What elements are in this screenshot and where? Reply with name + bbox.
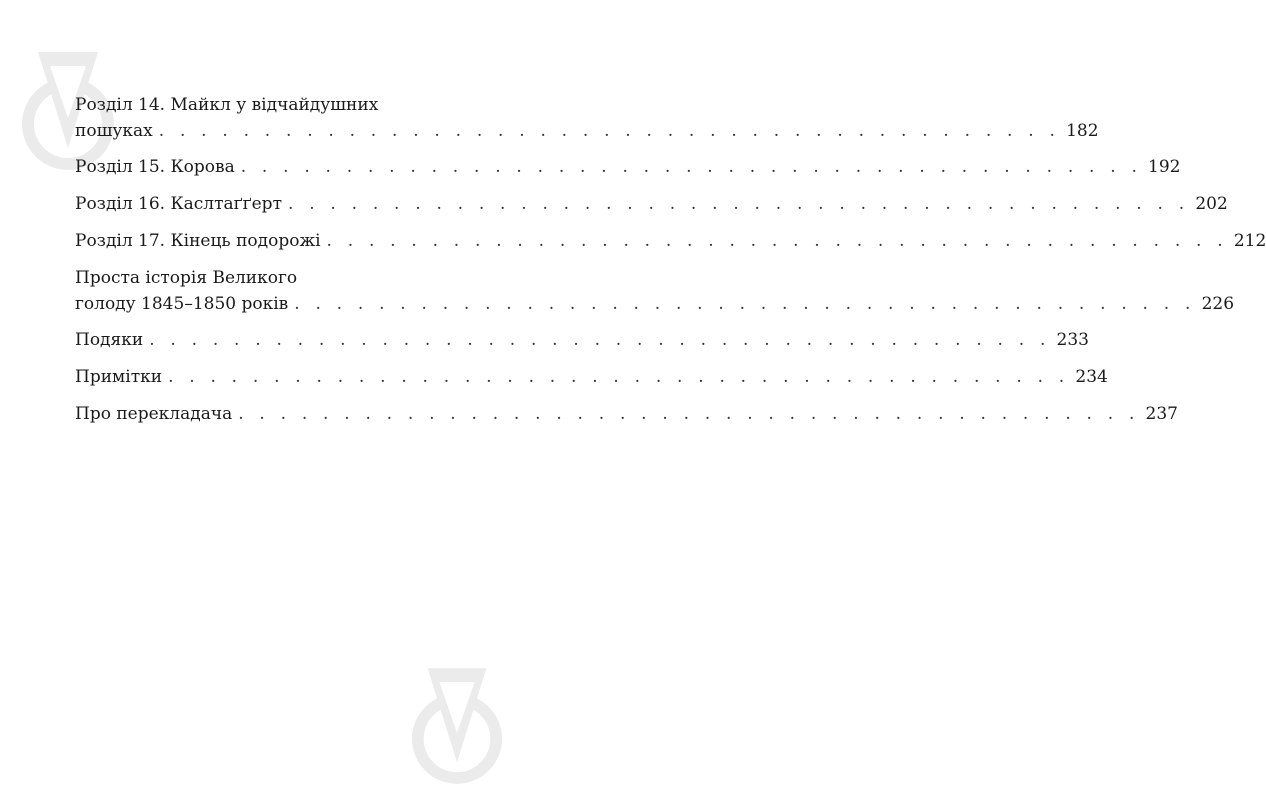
toc-entry-title-line1: Розділ 14. Майкл у відчайдушних — [75, 95, 379, 115]
dot-leader: . . . . . . . . . . . . . . . . . . . . . . . . . . . . . . . . . . . . . . . . . . . — [294, 294, 1196, 314]
toc-entry-title: Розділ 17. Кінець подорожі — [75, 231, 321, 251]
toc-entry-page: 233 — [1056, 330, 1089, 350]
toc-entry[interactable] — [75, 92, 1099, 144]
dot-leader: . . . . . . . . . . . . . . . . . . . . . . . . . . . . . . . . . . . . . . . . . . . — [287, 194, 1190, 214]
toc-entry[interactable] — [75, 364, 1108, 390]
dot-leader: . . . . . . . . . . . . . . . . . . . . . . . . . . . . . . . . . . . . . . . . . . . — [240, 157, 1143, 177]
toc-entry[interactable] — [75, 401, 1178, 427]
toc-entry-title: пошуках — [75, 121, 153, 141]
toc-entry-title: Про перекладача — [75, 404, 233, 424]
toc-entry-page: 192 — [1148, 157, 1181, 177]
toc-entry-title: Розділ 16. Каслтаґґерт — [75, 194, 282, 214]
dot-leader: . . . . . . . . . . . . . . . . . . . . . . . . . . . . . . . . . . . . . . . . . . . — [149, 330, 1051, 350]
toc-entry-page: 202 — [1195, 194, 1228, 214]
toc-entry[interactable] — [75, 191, 1228, 217]
toc-entry[interactable] — [75, 327, 1089, 353]
publisher-logo-icon — [410, 668, 504, 790]
table-of-contents — [75, 92, 1266, 438]
dot-leader: . . . . . . . . . . . . . . . . . . . . . . . . . . . . . . . . . . . . . . . . . . . — [168, 367, 1070, 387]
toc-entry[interactable] — [75, 265, 1235, 317]
toc-entry-title: Примітки — [75, 367, 163, 387]
toc-entry-title: голоду 1845–1850 років — [75, 294, 289, 314]
toc-entry-page: 226 — [1201, 294, 1235, 314]
dot-leader: . . . . . . . . . . . . . . . . . . . . . . . . . . . . . . . . . . . . . . . . . . . — [326, 231, 1228, 251]
toc-entry-title: Розділ 15. Корова — [75, 157, 235, 177]
toc-entry-page: 234 — [1075, 367, 1108, 387]
toc-entry-title-line1: Проста історія Великого — [75, 268, 298, 288]
toc-entry[interactable] — [75, 154, 1181, 180]
toc-entry-page: 212 — [1233, 231, 1266, 251]
dot-leader: . . . . . . . . . . . . . . . . . . . . . . . . . . . . . . . . . . . . . . . . . . . — [158, 121, 1061, 141]
toc-entry-title: Подяки — [75, 330, 144, 350]
toc-entry-page: 182 — [1066, 121, 1099, 141]
dot-leader: . . . . . . . . . . . . . . . . . . . . . . . . . . . . . . . . . . . . . . . . . . . — [238, 404, 1140, 424]
toc-entry[interactable] — [75, 228, 1266, 254]
toc-entry-page: 237 — [1145, 404, 1178, 424]
